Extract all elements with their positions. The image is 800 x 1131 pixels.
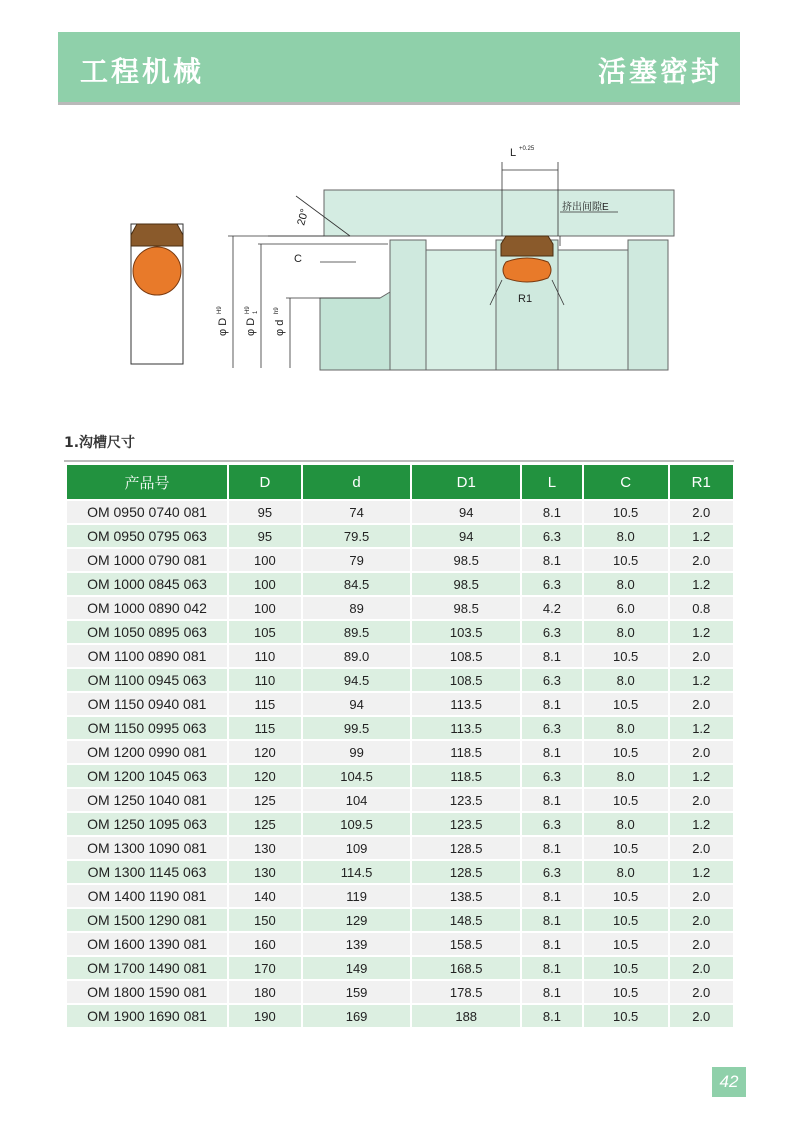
cell-product-no: OM 1800 1590 081 [67,981,227,1003]
cell-value: 94.5 [303,669,411,691]
cell-value: 10.5 [584,957,668,979]
cell-value: 2.0 [670,741,734,763]
cell-value: 10.5 [584,837,668,859]
angle-label: 20° [295,207,312,227]
svg-text:φ d: φ d [274,319,286,336]
cell-value: 125 [229,789,301,811]
c-label: C [294,253,302,265]
installed-oring [503,258,551,282]
section-divider [64,460,734,462]
cell-product-no: OM 1200 1045 063 [67,765,227,787]
cell-value: 104.5 [303,765,411,787]
cell-value: 1.2 [670,717,734,739]
table-row [67,693,733,715]
cell-value: 120 [229,765,301,787]
cell-value: 104 [303,789,411,811]
cell-value: 128.5 [412,861,520,883]
cell-value: 159 [303,981,411,1003]
table-row [67,1005,733,1027]
cell-value: 8.0 [584,765,668,787]
cell-value: 110 [229,669,301,691]
cell-value: 10.5 [584,645,668,667]
cell-value: 149 [303,957,411,979]
cell-product-no: OM 1150 0940 081 [67,693,227,715]
r1-label: R1 [518,293,533,305]
cell-value: 170 [229,957,301,979]
table-row [67,525,733,547]
cell-value: 8.1 [522,789,582,811]
l-tolerance-label: +0.25 [519,146,535,152]
cell-value: 6.0 [584,597,668,619]
table-row [67,837,733,859]
cell-value: 10.5 [584,501,668,523]
cell-value: 113.5 [412,717,520,739]
table-row [67,765,733,787]
cell-value: 10.5 [584,693,668,715]
cell-product-no: OM 1000 0890 042 [67,597,227,619]
cell-value: 123.5 [412,789,520,811]
cell-value: 129 [303,909,411,931]
cell-value: 84.5 [303,573,411,595]
cell-value: 1.2 [670,813,734,835]
cell-value: 89.5 [303,621,411,643]
cell-value: 113.5 [412,693,520,715]
cell-value: 6.3 [522,765,582,787]
cell-value: 8.1 [522,549,582,571]
cell-value: 8.1 [522,909,582,931]
cell-value: 8.1 [522,981,582,1003]
svg-text:1: 1 [253,310,259,314]
table-row [67,861,733,883]
cell-value: 188 [412,1005,520,1027]
cell-value: 8.1 [522,741,582,763]
page-header [58,32,740,102]
l-label: L [510,147,517,159]
cell-value: 8.1 [522,501,582,523]
col-header-L: L [522,465,582,499]
cell-value: 1.2 [670,765,734,787]
cell-value: 128.5 [412,837,520,859]
groove-dimension-table [65,463,735,1029]
table-row [67,981,733,1003]
table-row [67,621,733,643]
cell-value: 2.0 [670,909,734,931]
cell-value: 98.5 [412,549,520,571]
cell-value: 99 [303,741,411,763]
table-row [67,885,733,907]
cell-value: 8.1 [522,837,582,859]
col-header-D1: D1 [412,465,520,499]
cell-value: 1.2 [670,861,734,883]
cell-product-no: OM 1100 0945 063 [67,669,227,691]
cell-value: 110 [229,645,301,667]
cell-product-no: OM 1000 0790 081 [67,549,227,571]
cell-value: 8.0 [584,669,668,691]
cell-value: 118.5 [412,765,520,787]
cell-value: 74 [303,501,411,523]
cell-value: 139 [303,933,411,955]
cell-product-no: OM 0950 0795 063 [67,525,227,547]
cell-value: 4.2 [522,597,582,619]
cell-value: 6.3 [522,573,582,595]
table-header-row [67,465,733,499]
cell-product-no: OM 1300 1145 063 [67,861,227,883]
table-row [67,789,733,811]
cell-value: 79 [303,549,411,571]
cell-value: 130 [229,861,301,883]
seal-cross-section [131,224,183,364]
svg-text:H9: H9 [217,306,223,314]
cell-value: 8.1 [522,645,582,667]
cell-value: 94 [412,525,520,547]
cell-value: 123.5 [412,813,520,835]
cell-value: 6.3 [522,669,582,691]
table-row [67,573,733,595]
cell-value: 105 [229,621,301,643]
table-row [67,813,733,835]
piston-land-1 [390,240,426,370]
cell-value: 168.5 [412,957,520,979]
cell-value: 1.2 [670,669,734,691]
cell-value: 108.5 [412,645,520,667]
col-header-C: C [584,465,668,499]
cell-value: 108.5 [412,669,520,691]
cell-value: 89.0 [303,645,411,667]
cell-value: 100 [229,597,301,619]
cell-value: 79.5 [303,525,411,547]
page-number: 42 [712,1067,746,1097]
cell-value: 8.1 [522,885,582,907]
cell-value: 6.3 [522,717,582,739]
table-row [67,669,733,691]
cell-value: 99.5 [303,717,411,739]
dim-d-label [274,307,286,336]
cell-value: 140 [229,885,301,907]
table-row [67,549,733,571]
cell-value: 125 [229,813,301,835]
cell-value: 1.2 [670,573,734,595]
cell-value: 1.2 [670,621,734,643]
cell-product-no: OM 1700 1490 081 [67,957,227,979]
cell-value: 6.3 [522,621,582,643]
cell-value: 10.5 [584,933,668,955]
cell-value: 2.0 [670,837,734,859]
cell-value: 6.3 [522,525,582,547]
cell-value: 8.1 [522,933,582,955]
cylinder-body [324,190,674,236]
cell-value: 95 [229,501,301,523]
table-body [67,501,733,1027]
cell-product-no: OM 1100 0890 081 [67,645,227,667]
cell-product-no: OM 1150 0995 063 [67,717,227,739]
cell-value: 148.5 [412,909,520,931]
cell-value: 94 [412,501,520,523]
cell-value: 8.0 [584,861,668,883]
cell-value: 10.5 [584,909,668,931]
cell-product-no: OM 1900 1690 081 [67,1005,227,1027]
cell-value: 2.0 [670,645,734,667]
header-divider [58,102,740,105]
cell-value: 8.0 [584,573,668,595]
cell-value: 178.5 [412,981,520,1003]
cell-value: 2.0 [670,501,734,523]
cell-product-no: OM 1600 1390 081 [67,933,227,955]
cell-value: 10.5 [584,1005,668,1027]
cell-value: 2.0 [670,933,734,955]
cell-value: 100 [229,573,301,595]
col-header-product-no: 产品号 [67,465,227,499]
cell-value: 98.5 [412,573,520,595]
cell-product-no: OM 1250 1040 081 [67,789,227,811]
piston-groove-1 [426,250,496,370]
cell-value: 2.0 [670,981,734,1003]
cell-value: 169 [303,1005,411,1027]
cell-value: 109 [303,837,411,859]
cell-value: 2.0 [670,957,734,979]
cell-value: 2.0 [670,693,734,715]
cell-value: 138.5 [412,885,520,907]
table-row [67,933,733,955]
cell-value: 109.5 [303,813,411,835]
table-row [67,717,733,739]
cell-value: 10.5 [584,549,668,571]
cell-value: 0.8 [670,597,734,619]
cell-value: 8.0 [584,525,668,547]
table-row [67,909,733,931]
header-product-title: 活塞密封 [597,55,722,88]
cell-product-no: OM 1200 0990 081 [67,741,227,763]
cell-value: 158.5 [412,933,520,955]
header-category-title: 工程机械 [80,55,205,88]
cell-value: 8.1 [522,957,582,979]
piston-groove-2 [558,250,628,370]
extrusion-gap-label: 挤出间隙E [562,202,609,213]
groove-diagram [118,140,688,380]
svg-text:φ D: φ D [217,317,229,336]
cell-value: 130 [229,837,301,859]
cell-value: 94 [303,693,411,715]
seal-ring-shape [131,224,183,246]
cell-product-no: OM 1300 1090 081 [67,837,227,859]
cell-value: 180 [229,981,301,1003]
cell-product-no: OM 1400 1190 081 [67,885,227,907]
svg-text:φ D: φ D [245,317,257,336]
cell-value: 6.3 [522,861,582,883]
table-row [67,597,733,619]
cell-value: 100 [229,549,301,571]
cell-value: 114.5 [303,861,411,883]
installed-seal-ring [501,236,553,256]
cell-value: 160 [229,933,301,955]
cell-value: 10.5 [584,885,668,907]
cell-product-no: OM 0950 0740 081 [67,501,227,523]
dim-D1-label [245,306,259,336]
table-row [67,957,733,979]
piston-land-3 [628,240,668,370]
cell-value: 103.5 [412,621,520,643]
cell-value: 10.5 [584,741,668,763]
col-header-d: d [303,465,411,499]
cell-value: 2.0 [670,549,734,571]
cell-value: 10.5 [584,789,668,811]
section-title: 1.沟槽尺寸 [64,435,136,451]
cell-product-no: OM 1250 1095 063 [67,813,227,835]
svg-text:H9: H9 [245,306,251,314]
cell-value: 89 [303,597,411,619]
cell-product-no: OM 1000 0845 063 [67,573,227,595]
cell-value: 6.3 [522,813,582,835]
cell-product-no: OM 1050 0895 063 [67,621,227,643]
cell-value: 115 [229,717,301,739]
cell-value: 150 [229,909,301,931]
cell-value: 8.1 [522,693,582,715]
cell-value: 120 [229,741,301,763]
cell-value: 2.0 [670,885,734,907]
cell-value: 119 [303,885,411,907]
table-row [67,501,733,523]
cell-value: 8.0 [584,717,668,739]
svg-text:h9: h9 [274,307,280,314]
col-header-D: D [229,465,301,499]
table-row [67,645,733,667]
cell-value: 8.0 [584,621,668,643]
cell-value: 95 [229,525,301,547]
cell-product-no: OM 1500 1290 081 [67,909,227,931]
dim-D-label [217,306,229,336]
cell-value: 118.5 [412,741,520,763]
oring-shape [133,247,181,295]
cell-value: 115 [229,693,301,715]
cell-value: 8.0 [584,813,668,835]
cell-value: 2.0 [670,1005,734,1027]
cell-value: 2.0 [670,789,734,811]
cell-value: 10.5 [584,981,668,1003]
col-header-R1: R1 [670,465,734,499]
table-row [67,741,733,763]
cell-value: 8.1 [522,1005,582,1027]
cell-value: 190 [229,1005,301,1027]
cell-value: 98.5 [412,597,520,619]
cell-value: 1.2 [670,525,734,547]
